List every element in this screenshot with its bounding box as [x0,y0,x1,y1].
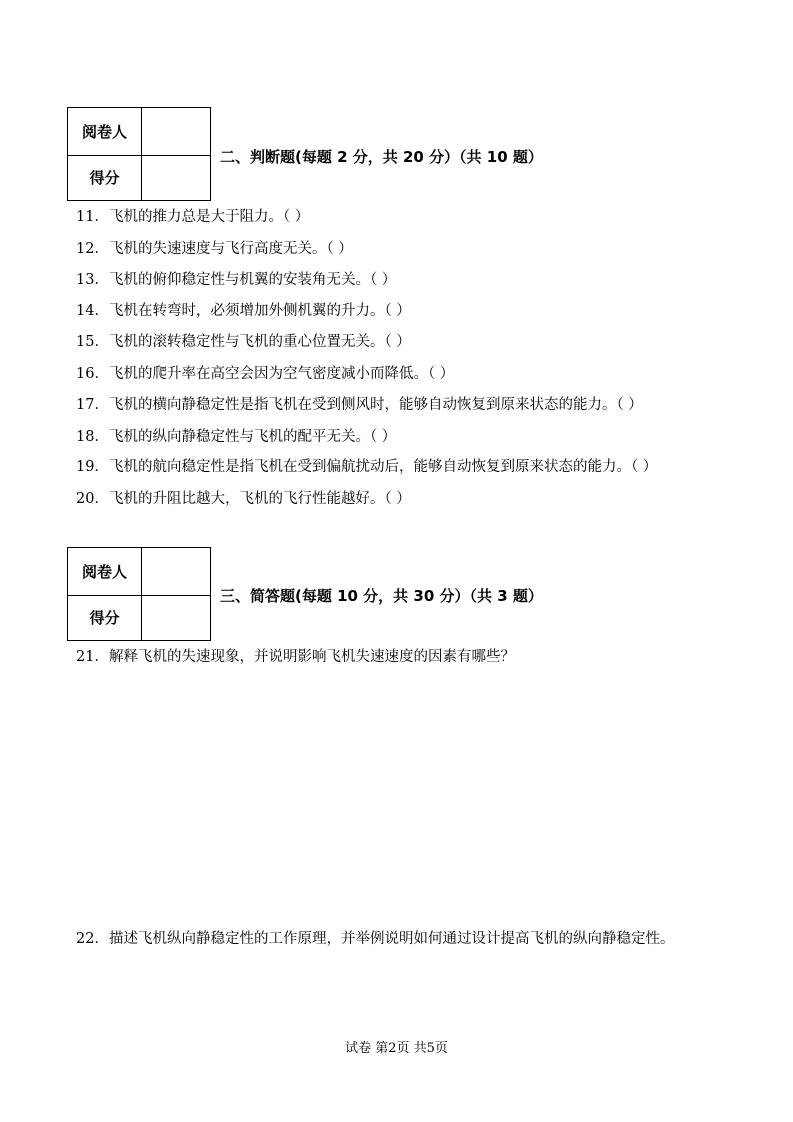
question-20: 20．飞机的升阻比越大，飞机的飞行性能越好。（ ） [76,491,411,507]
score-box-row-grader [68,548,210,596]
grader-cell[interactable] [142,548,210,595]
question-17: 17．飞机的横向静稳定性是指飞机在受到侧风时，能够自动恢复到原来状态的能力。（ ） [76,397,643,413]
score-box-row-score [68,595,210,640]
score-box-row-grader [68,108,210,156]
question-22: 22．描述飞机纵向静稳定性的工作原理，并举例说明如何通过设计提高飞机的纵向静稳定性。 [76,931,675,947]
page-footer: 试卷 第2页 共5页 [345,1041,448,1056]
score-box-row-score [68,155,210,200]
question-18: 18．飞机的纵向静稳定性与飞机的配平无关。（ ） [76,429,397,445]
score-label: 得分 [68,595,142,640]
score-cell[interactable] [142,595,210,640]
question-14: 14．飞机在转弯时，必须增加外侧机翼的升力。（ ） [76,303,411,319]
question-19: 19．飞机的航向稳定性是指飞机在受到偏航扰动后，能够自动恢复到原来状态的能力。（ ） [76,459,658,475]
grader-label: 阅卷人 [68,108,142,155]
section2-title: 二、判断题(每题 2 分，共 20 分）（共 10 题） [220,148,543,166]
question-11: 11．飞机的推力总是大于阻力。（ ） [76,209,310,225]
question-13: 13．飞机的俯仰稳定性与机翼的安装角无关。（ ） [76,272,397,288]
score-label: 得分 [68,155,142,200]
grader-label: 阅卷人 [68,548,142,595]
question-21: 21．解释飞机的失速现象，并说明影响飞机失速速度的因素有哪些？ [76,649,515,665]
question-12: 12．飞机的失速速度与飞行高度无关。（ ） [76,241,353,257]
score-box-section2 [67,107,211,201]
score-cell[interactable] [142,155,210,200]
grader-cell[interactable] [142,108,210,155]
score-box-section3 [67,547,211,641]
section3-title: 三、简答题(每题 10 分，共 30 分）（共 3 题） [220,587,543,605]
question-15: 15．飞机的滚转稳定性与飞机的重心位置无关。（ ） [76,334,411,350]
question-16: 16．飞机的爬升率在高空会因为空气密度减小而降低。（ ） [76,366,455,382]
